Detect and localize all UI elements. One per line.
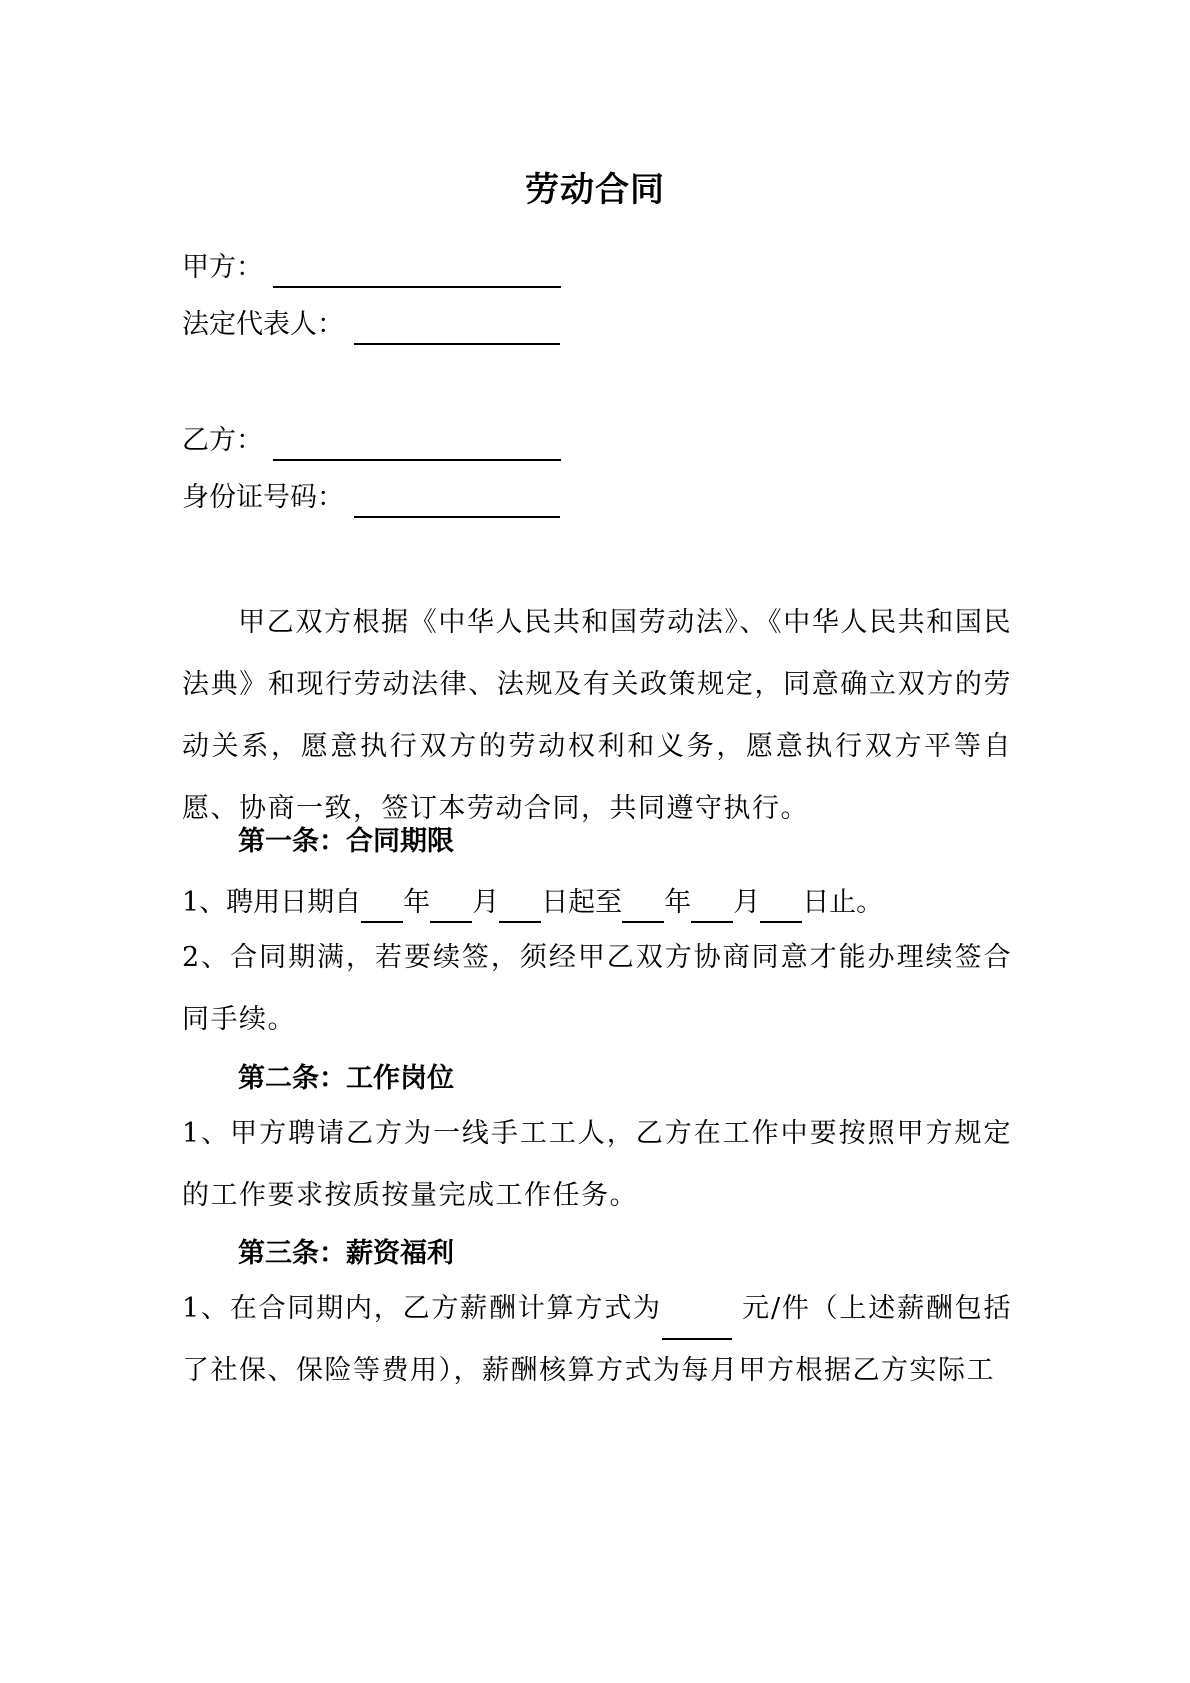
article-2-heading: 第二条：工作岗位: [238, 1063, 454, 1094]
legal-rep-label: 法定代表人：: [182, 309, 344, 340]
id-number-blank[interactable]: [354, 488, 560, 518]
id-number-line: [182, 478, 560, 518]
party-a-line: [182, 248, 561, 288]
end-day-blank[interactable]: [760, 893, 802, 923]
party-b-blank[interactable]: [273, 431, 561, 461]
end-month-blank[interactable]: [691, 893, 733, 923]
document-title: 劳动合同: [525, 170, 665, 210]
article-3-heading: 第三条：薪资福利: [238, 1238, 454, 1269]
legal-rep-blank[interactable]: [354, 315, 560, 345]
party-b-label: 乙方：: [182, 425, 263, 456]
article-1-heading: 第一条：合同期限: [238, 826, 454, 857]
party-b-line: [182, 421, 561, 461]
article-2-clause-1: 1、甲方聘请乙方为一线手工工人，乙方在工作中要按照甲方规定的工作要求按质按量完成工作任务。: [182, 1118, 1012, 1211]
legal-rep-line: [182, 305, 560, 345]
start-day-blank[interactable]: [499, 893, 541, 923]
intro-paragraph: 甲乙双方根据《中华人民共和国劳动法》、《中华人民共和国民法典》和现行劳动法律、法规及有关政策规定，同意确立双方的劳动关系，愿意执行双方的劳动权利和义务，愿意执行双方平等自愿、协商一致，签订本劳动合同，共同遵守执行。: [182, 607, 1012, 824]
start-year-blank[interactable]: [361, 893, 403, 923]
party-a-label: 甲方：: [182, 252, 263, 283]
article-1-clause-1: 1、聘用日期自 年 月 日起至 年 月 日止。: [182, 883, 883, 923]
id-number-label: 身份证号码：: [182, 482, 344, 513]
article-3-clause-1: 1、在合同期内，乙方薪酬计算方式为 元/件（上述薪酬包括了社保、保险等费用），薪酬核算方式为每月甲方根据乙方实际工: [182, 1293, 1012, 1386]
end-year-blank[interactable]: [622, 893, 664, 923]
start-month-blank[interactable]: [430, 893, 472, 923]
piece-rate-blank[interactable]: [662, 1310, 732, 1340]
article-1-clause-2: 2、合同期满，若要续签，须经甲乙双方协商同意才能办理续签合同手续。: [182, 942, 1012, 1035]
party-a-blank[interactable]: [273, 258, 561, 288]
